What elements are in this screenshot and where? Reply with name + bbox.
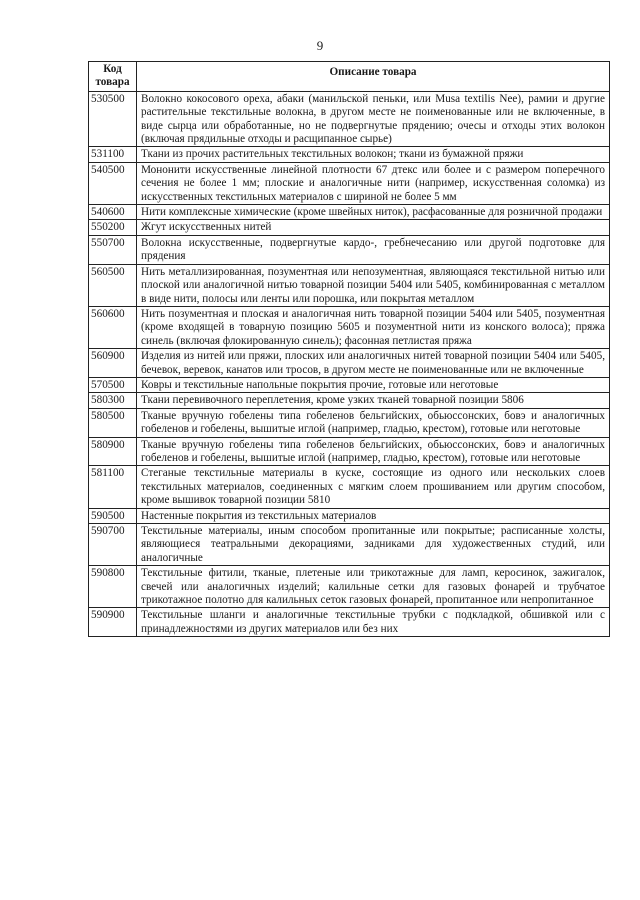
goods-code: 560900 [89,349,137,378]
goods-description: Изделия из нитей или пряжи, плоских или аналогичных нитей товарной позиции 5404 или 5405, бечевок, веревок, канатов или тросов, в другом месте не поименованные или не включенные [137,349,610,378]
goods-code: 560500 [89,264,137,306]
goods-code: 570500 [89,377,137,392]
goods-code: 540600 [89,205,137,220]
column-header-description: Описание товара [137,62,610,92]
table-row [89,235,610,264]
goods-description: Нити комплексные химические (кроме швейных ниток), расфасованные для розничной продажи [137,205,610,220]
goods-code: 580900 [89,437,137,466]
table-row [89,437,610,466]
goods-code: 550700 [89,235,137,264]
table-row [89,91,610,147]
table-row [89,377,610,392]
table-row [89,264,610,306]
table-row [89,162,610,204]
goods-description: Ковры и текстильные напольные покрытия прочие, готовые или неготовые [137,377,610,392]
column-header-code: Код товара [89,62,137,92]
goods-code: 581100 [89,466,137,508]
goods-code: 590800 [89,566,137,608]
goods-description: Ткани перевивочного переплетения, кроме узких тканей товарной позиции 5806 [137,393,610,408]
goods-description: Мононити искусственные линейной плотности 67 дтекс или более и с размером поперечного сечения не более 1 мм; плоские и аналогичные нити (например, искусственная соломка) из искусственных текстильных материалов с шириной не более 5 мм [137,162,610,204]
table-row [89,608,610,637]
goods-description: Жгут искусственных нитей [137,220,610,235]
goods-code: 580300 [89,393,137,408]
goods-code: 530500 [89,91,137,147]
goods-code: 560600 [89,306,137,348]
goods-description: Нить металлизированная, позументная или непозументная, являющаяся текстильной нитью или плоской или аналогичной нитью товарной позиции 5404 или 5405, комбинированная с металлом в виде нити, полосы или ленты или порошка, или покрытая металлом [137,264,610,306]
goods-description: Настенные покрытия из текстильных материалов [137,508,610,523]
table-row [89,393,610,408]
table-row [89,306,610,348]
table-row [89,205,610,220]
goods-description: Текстильные шланги и аналогичные текстильные трубки с подкладкой, обшивкой или с принадлежностями из других материалов или без них [137,608,610,637]
goods-description: Нить позументная и плоская и аналогичная нить товарной позиции 5404 или 5405, позументная (кроме входящей в товарную позицию 5605 и позументной нити из конского волоса); пряжа синель (включая флокированную синель); фасонная петлистая пряжа [137,306,610,348]
table-row [89,349,610,378]
goods-description: Текстильные материалы, иным способом пропитанные или покрытые; расписанные холсты, являющиеся театральными декорациями, задниками для художественных студий, или аналогичные [137,524,610,566]
table-row [89,566,610,608]
goods-code: 590900 [89,608,137,637]
table-header-row [89,62,610,92]
page-number: 9 [316,38,324,53]
goods-description: Тканые вручную гобелены типа гобеленов бельгийских, обьюссонских, бовэ и аналогичных гобеленов и гобелены, вышитые иглой (например, гладью, крестом), готовые или неготовые [137,408,610,437]
goods-code: 590700 [89,524,137,566]
table-row [89,147,610,162]
goods-description: Стеганые текстильные материалы в куске, состоящие из одного или нескольких слоев текстильных материалов, соединенных с мягким слоем прошиванием или другим способом, кроме вышивок товарной позиции 5810 [137,466,610,508]
goods-description: Волокна искусственные, подвергнутые кардо-, гребнечесанию или другой подготовке для прядения [137,235,610,264]
goods-description: Текстильные фитили, тканые, плетеные или трикотажные для ламп, керосинок, зажигалок, свечей или аналогичных изделий; калильные сетки для газовых фонарей и трубчатое трикотажное полотно для калильных сеток газовых фонарей, пропитанное или непропитанное [137,566,610,608]
goods-code: 590500 [89,508,137,523]
goods-code: 580500 [89,408,137,437]
table-row [89,508,610,523]
goods-description: Волокно кокосового ореха, абаки (манильской пеньки, или Musa textilis Nee), рамии и другие растительные текстильные волокна, в другом месте не поименованные или не включенные, в виде сырца или обработанные, но не подвергнутые прядению; очесы и отходы этих волокон (включая прядильные отходы и расщипанное сырье) [137,91,610,147]
goods-description: Ткани из прочих растительных текстильных волокон; ткани из бумажной пряжи [137,147,610,162]
goods-description: Тканые вручную гобелены типа гобеленов бельгийских, обьюссонских, бовэ и аналогичных гобеленов и гобелены, вышитые иглой (например, гладью, крестом), готовые или неготовые [137,437,610,466]
goods-code: 531100 [89,147,137,162]
table-row [89,524,610,566]
table-row [89,466,610,508]
table-row [89,220,610,235]
goods-table [88,61,610,637]
goods-code: 550200 [89,220,137,235]
goods-code: 540500 [89,162,137,204]
table-row [89,408,610,437]
